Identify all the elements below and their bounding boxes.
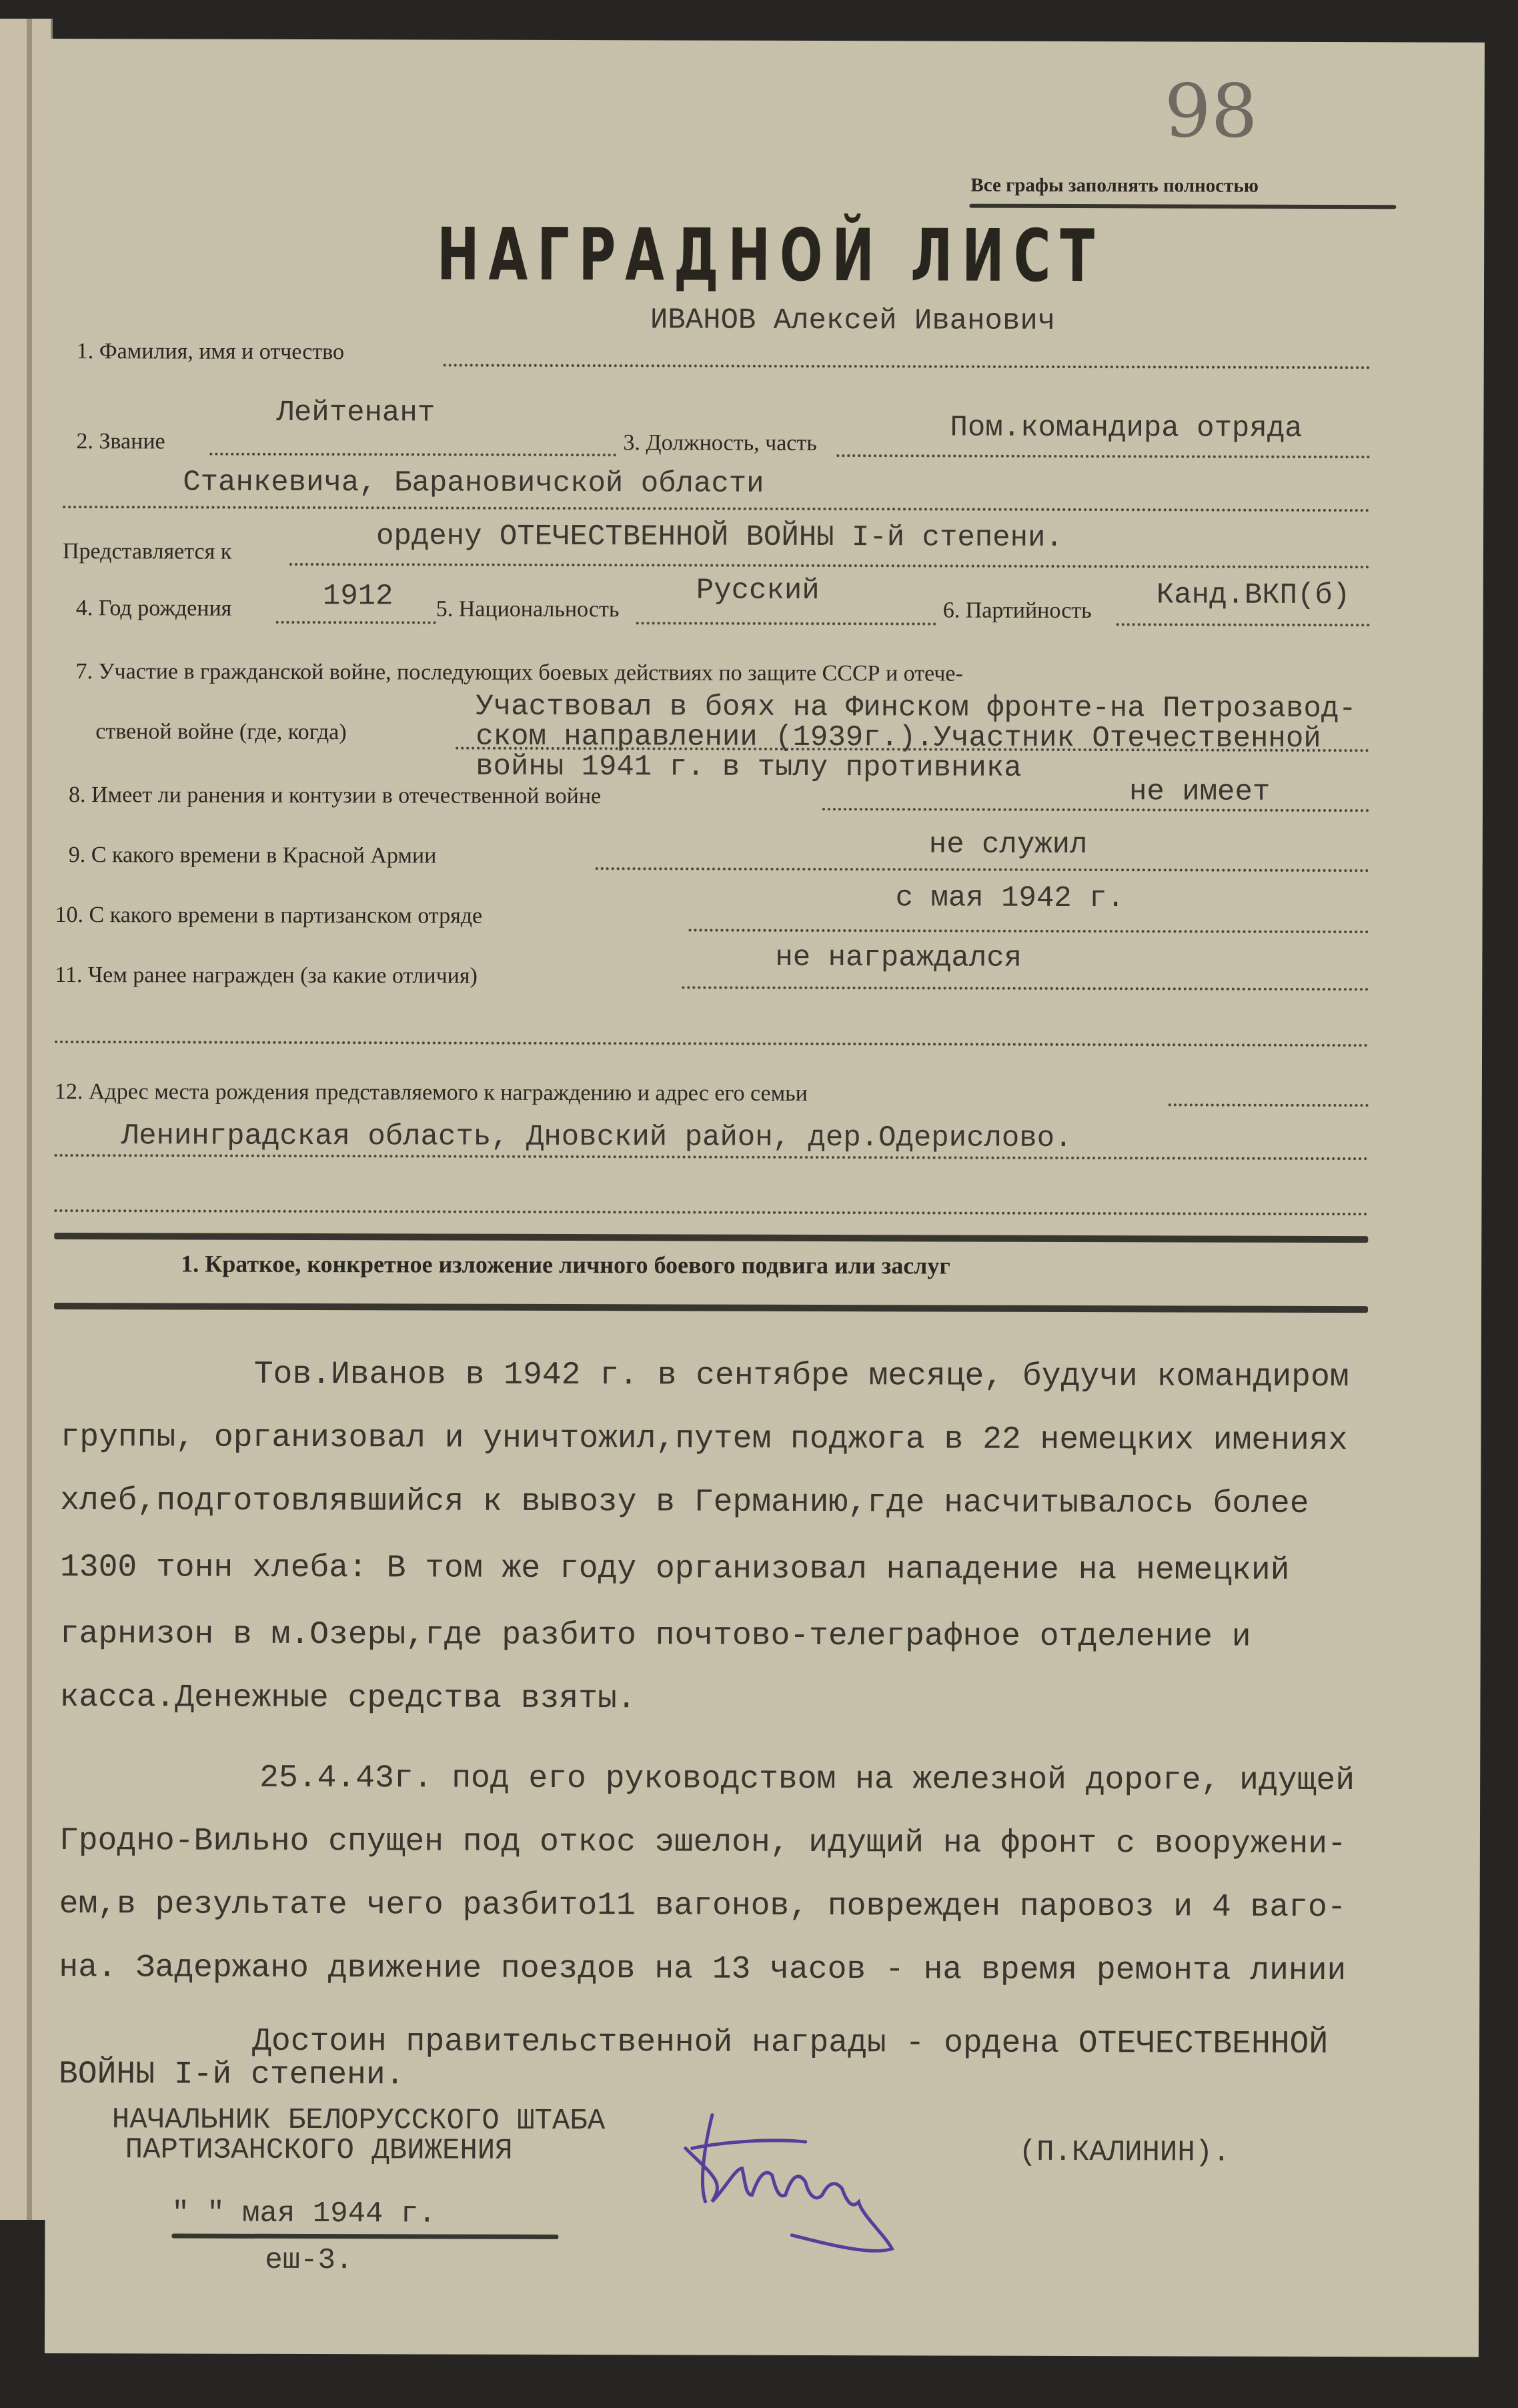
field-1-value: ИВАНОВ Алексей Иванович	[650, 304, 1056, 338]
field-11-label: 11. Чем ранее награжден (за какие отличия)	[55, 963, 478, 989]
field-7-label-2: ственой войне (где, когда)	[95, 719, 347, 745]
field-12-line	[1169, 1103, 1369, 1107]
field-1-line	[444, 364, 1371, 370]
field-6-line	[1116, 623, 1370, 626]
presented-line	[289, 563, 1370, 568]
signature-date: " " мая 1944 г.	[171, 2197, 436, 2231]
conclusion-line-1: Достоин правительственной награды - ордена ОТЕЧЕСТВЕННОЙ	[252, 2023, 1329, 2063]
field-7-value-1: Участвовал в боях на Финском фронте-на Петрозавод-	[476, 690, 1357, 726]
field-3-value-cont: Станкевича, Барановичской области	[183, 466, 764, 501]
field-3-line-cont	[63, 506, 1370, 512]
signer-position-2: ПАРТИЗАНСКОГО ДВИЖЕНИЯ	[125, 2133, 513, 2168]
section-top-rule	[54, 1233, 1368, 1243]
field-2-label: 2. Звание	[76, 429, 165, 454]
field-6-value: Канд.ВКП(б)	[1156, 578, 1351, 613]
field-4-label: 4. Год рождения	[75, 596, 232, 621]
field-7-label-1: 7. Участие в гражданской войне, последующих боевых действиях по защите СССР и отече-	[75, 659, 963, 686]
body-line: ем,в результате чего разбито11 вагонов, поврежден паровоз и 4 ваго-	[59, 1886, 1347, 1926]
field-11-line-2	[55, 1041, 1369, 1047]
field-5-label: 5. Национальность	[436, 596, 620, 622]
field-2-line	[209, 453, 616, 457]
field-8-label: 8. Имеет ли ранения и контузии в отечественной войне	[68, 782, 602, 809]
body-line: 25.4.43г. под его руководством на железной дороге, идущей	[259, 1760, 1355, 1800]
body-line: Гродно-Вильно спущен под откос эшелон, идущий на фронт с вооружени-	[59, 1823, 1347, 1863]
field-12-line-3	[54, 1209, 1368, 1215]
conclusion-line-2: ВОЙНЫ I-й степени.	[58, 2056, 405, 2094]
field-12-line-2	[55, 1154, 1369, 1160]
field-6-label: 6. Партийность	[942, 598, 1092, 624]
field-4-line	[276, 621, 436, 624]
archive-page-number: 98	[1164, 68, 1258, 154]
field-3-value: Пом.командира отряда	[950, 411, 1303, 446]
field-9-label: 9. С какого времени в Красной Армии	[68, 842, 437, 868]
signer-name: (П.КАЛИНИН).	[1018, 2135, 1231, 2170]
field-11-value: не награждался	[775, 941, 1022, 975]
body-line: 1300 тонн хлеба: В том же году организовал нападение на немецкий	[59, 1550, 1290, 1589]
adjacent-page-edge	[0, 19, 53, 2220]
award-sheet	[45, 39, 1485, 2357]
section-heading: 1. Краткое, конкретное изложение личного боевого подвига или заслуг	[181, 1250, 950, 1279]
field-9-value: не служил	[928, 828, 1088, 862]
body-line: гарнизон в м.Озеры,где разбито почтово-телеграфное отделение и	[59, 1616, 1251, 1656]
date-underline	[171, 2233, 558, 2239]
field-5-line	[636, 622, 936, 625]
field-4-value: 1912	[322, 580, 394, 614]
body-line: Тов.Иванов в 1942 г. в сентябре месяце, будучи командиром	[253, 1356, 1349, 1396]
field-3-label: 3. Должность, часть	[623, 430, 817, 456]
presented-label: Представляется к	[62, 539, 232, 564]
field-1-label: 1. Фамилия, имя и отчество	[76, 339, 345, 365]
handwritten-signature	[672, 2101, 1046, 2275]
field-3-line	[836, 454, 1370, 458]
body-line: хлеб,подготовлявшийся к вывозу в Германию,где насчитывалось более	[60, 1483, 1309, 1522]
field-9-line	[596, 867, 1369, 872]
field-7-value-2: ском направлении (1939г.).Участник Отечественной	[476, 720, 1321, 756]
field-2-value: Лейтенант	[276, 396, 436, 430]
presented-value: ордену ОТЕЧЕСТВЕННОЙ ВОЙНЫ I-й степени.	[375, 520, 1063, 555]
field-10-value: с мая 1942 г.	[895, 881, 1124, 916]
fill-instruction: Все графы заполнять полностью	[970, 174, 1259, 197]
body-line: на. Задержано движение поездов на 13 часов - на время ремонта линии	[59, 1950, 1347, 1990]
field-8-value: не имеет	[1128, 775, 1271, 809]
field-7-value-3: войны 1941 г. в тылу противника	[476, 750, 1022, 785]
field-5-value: Русский	[696, 574, 820, 608]
document-code: еш-3.	[265, 2243, 353, 2278]
body-line: группы, организовал и уничтожил,путем поджога в 22 немецких имениях	[60, 1419, 1348, 1459]
instruction-underline	[969, 204, 1396, 209]
binding-fold	[27, 19, 32, 2220]
field-12-value: Ленинградская область, Дновский район, дер.Одерислово.	[121, 1119, 1072, 1156]
field-11-line	[682, 986, 1369, 991]
page-title: НАГРАДНОЙ ЛИСТ	[436, 213, 1104, 299]
section-bottom-rule	[54, 1303, 1368, 1313]
field-8-line	[822, 808, 1369, 812]
body-line: касса.Денежные средства взяты.	[59, 1680, 636, 1718]
signer-position-1: НАЧАЛЬНИК БЕЛОРУССКОГО ШТАБА	[111, 2103, 606, 2139]
field-10-line	[688, 929, 1369, 934]
field-10-label: 10. С какого времени в партизанском отряде	[55, 902, 483, 929]
field-12-label: 12. Адрес места рождения представляемого к награждению и адрес его семьи	[54, 1079, 808, 1106]
